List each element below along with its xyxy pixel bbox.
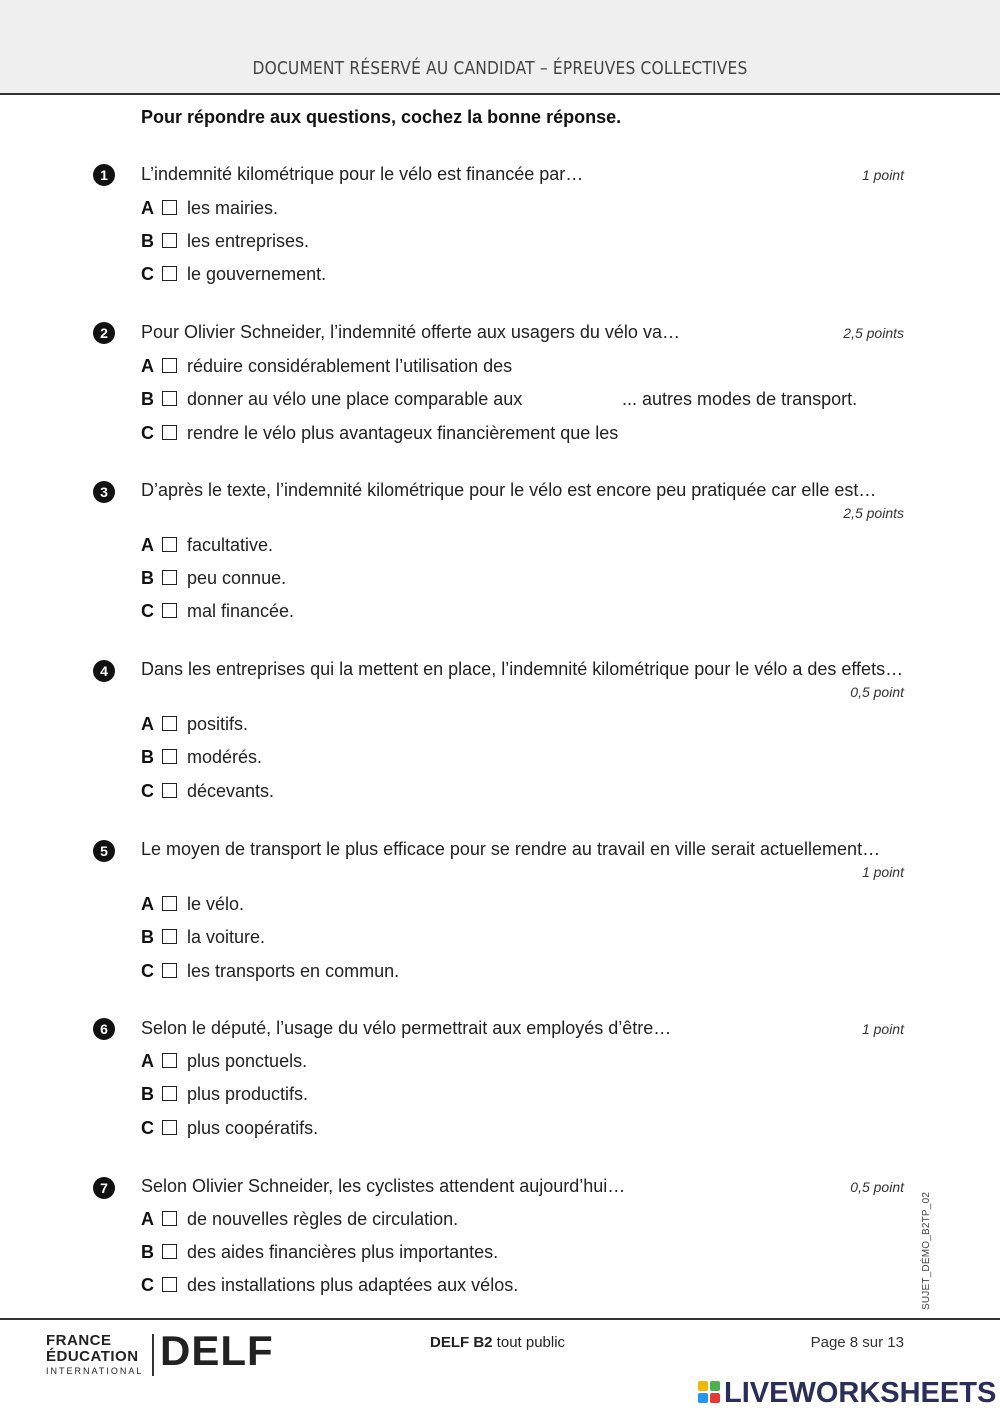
question-text: Dans les entreprises qui la mettent en place, l’indemnité kilométrique pour le vélo a des effets… xyxy=(141,659,904,679)
option-letter: B xyxy=(141,1084,154,1104)
answer-checkbox[interactable] xyxy=(162,358,177,373)
option-letter: C xyxy=(141,1118,154,1138)
option-text: de nouvelles règles de circulation. xyxy=(187,1209,459,1229)
logo-line-3: INTERNATIONAL xyxy=(46,1366,144,1376)
option-text: plus productifs. xyxy=(187,1084,309,1104)
answer-checkbox[interactable] xyxy=(162,1211,177,1226)
instruction: Pour répondre aux questions, cochez la bonne réponse. xyxy=(141,107,622,127)
option-text: les transports en commun. xyxy=(187,961,400,981)
question-text: Le moyen de transport le plus efficace pour se rendre au travail en ville serait actuellement… xyxy=(141,839,881,859)
question-number: 3 xyxy=(93,481,115,503)
option-text: les mairies. xyxy=(187,198,279,218)
option-letter: B xyxy=(141,1242,154,1262)
question-number: 7 xyxy=(93,1177,115,1199)
answer-checkbox[interactable] xyxy=(162,425,177,440)
answer-checkbox[interactable] xyxy=(162,570,177,585)
option-text: le vélo. xyxy=(187,894,245,914)
option-text: positifs. xyxy=(187,714,249,734)
option-letter: C xyxy=(141,601,154,621)
option-letter: B xyxy=(141,927,154,947)
question-text: D’après le texte, l’indemnité kilométrique pour le vélo est encore peu pratiquée car elle est… xyxy=(141,480,877,500)
answer-checkbox[interactable] xyxy=(162,266,177,281)
option-letter: A xyxy=(141,535,154,555)
question-text: L’indemnité kilométrique pour le vélo est financée par… xyxy=(141,164,584,184)
answer-checkbox[interactable] xyxy=(162,233,177,248)
option-letter: B xyxy=(141,747,154,767)
answer-checkbox[interactable] xyxy=(162,603,177,618)
exam-level: DELF B2 xyxy=(430,1334,493,1351)
question-text: Selon le député, l’usage du vélo permettrait aux employés d’être… xyxy=(141,1018,672,1038)
answer-checkbox[interactable] xyxy=(162,391,177,406)
page-number: Page 8 sur 13 xyxy=(810,1334,904,1351)
option-text: facultative. xyxy=(187,535,274,555)
points-label: 0,5 point xyxy=(850,684,904,700)
option-text: plus coopératifs. xyxy=(187,1118,319,1138)
answer-checkbox[interactable] xyxy=(162,1244,177,1259)
option-letter: C xyxy=(141,1275,154,1295)
option-text: réduire considérablement l’utilisation des xyxy=(187,356,513,376)
answer-checkbox[interactable] xyxy=(162,1053,177,1068)
question-number: 1 xyxy=(93,164,115,186)
logo-line-1: FRANCE xyxy=(46,1332,112,1349)
logo-line-2: ÉDUCATION xyxy=(46,1348,139,1365)
logo-divider xyxy=(152,1334,154,1376)
answer-checkbox[interactable] xyxy=(162,716,177,731)
option-letter: C xyxy=(141,961,154,981)
question-text: Pour Olivier Schneider, l’indemnité offerte aux usagers du vélo va… xyxy=(141,322,680,342)
option-text: le gouvernement. xyxy=(187,264,327,284)
option-letter: A xyxy=(141,356,154,376)
exam-audience: tout public xyxy=(492,1334,566,1351)
points-label: 0,5 point xyxy=(850,1179,904,1195)
option-text: décevants. xyxy=(187,781,275,801)
question-number: 6 xyxy=(93,1018,115,1040)
answer-checkbox[interactable] xyxy=(162,783,177,798)
points-label: 1 point xyxy=(861,864,904,880)
question-text: Selon Olivier Schneider, les cyclistes attendent aujourd’hui… xyxy=(141,1176,626,1196)
delf-logo: DELF xyxy=(160,1327,274,1374)
exam-name xyxy=(430,1334,565,1351)
points-label: 1 point xyxy=(861,1021,904,1037)
option-letter: B xyxy=(141,568,154,588)
question-number: 4 xyxy=(93,660,115,682)
option-text: des aides financières plus importantes. xyxy=(187,1242,499,1262)
option-text: peu connue. xyxy=(187,568,287,588)
header-title: DOCUMENT RÉSERVÉ AU CANDIDAT – ÉPREUVES COLLECTIVES xyxy=(252,58,748,79)
answer-checkbox[interactable] xyxy=(162,749,177,764)
option-letter: C xyxy=(141,781,154,801)
question-number: 5 xyxy=(93,840,115,862)
option-letter: C xyxy=(141,423,154,443)
option-letter: B xyxy=(141,231,154,251)
option-text: des installations plus adaptées aux vélos. xyxy=(187,1275,519,1295)
footer-divider xyxy=(0,1318,1000,1320)
option-letter: C xyxy=(141,264,154,284)
option-letter: A xyxy=(141,198,154,218)
answer-checkbox[interactable] xyxy=(162,963,177,978)
option-letter: B xyxy=(141,389,154,409)
option-text: mal financée. xyxy=(187,601,295,621)
points-label: 2,5 points xyxy=(843,325,904,341)
question-number: 2 xyxy=(93,322,115,344)
option-continuation: ... autres modes de transport. xyxy=(622,389,858,409)
answer-checkbox[interactable] xyxy=(162,1086,177,1101)
answer-checkbox[interactable] xyxy=(162,1120,177,1135)
option-text: la voiture. xyxy=(187,927,266,947)
page-header xyxy=(0,0,1000,95)
option-text: rendre le vélo plus avantageux financièrement que les xyxy=(187,423,619,443)
option-text: les entreprises. xyxy=(187,231,310,251)
option-text: modérés. xyxy=(187,747,263,767)
answer-checkbox[interactable] xyxy=(162,896,177,911)
option-text: donner au vélo une place comparable aux xyxy=(187,389,523,409)
liveworksheets-text: LIVEWORKSHEETS xyxy=(724,1377,997,1409)
option-text: plus ponctuels. xyxy=(187,1051,308,1071)
answer-checkbox[interactable] xyxy=(162,929,177,944)
option-letter: A xyxy=(141,714,154,734)
liveworksheets-logo-icon xyxy=(698,1381,720,1403)
points-label: 2,5 points xyxy=(843,505,904,521)
option-letter: A xyxy=(141,894,154,914)
answer-checkbox[interactable] xyxy=(162,537,177,552)
option-letter: A xyxy=(141,1209,154,1229)
option-letter: A xyxy=(141,1051,154,1071)
answer-checkbox[interactable] xyxy=(162,200,177,215)
document-code: SUJET_DÉMO_B2TP_02 xyxy=(921,1191,932,1310)
points-label: 1 point xyxy=(861,167,904,183)
france-education-international-logo xyxy=(46,1333,156,1377)
answer-checkbox[interactable] xyxy=(162,1277,177,1292)
